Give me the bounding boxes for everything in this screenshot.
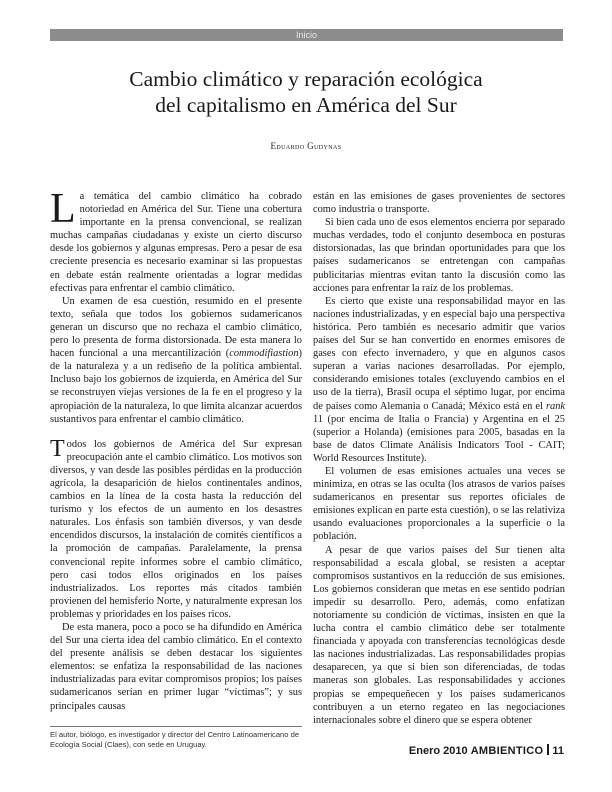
article-title-line-1: Cambio climático y reparación ecológica <box>129 67 483 91</box>
section-header-bar <box>50 29 563 41</box>
paragraph-text: odos los gobiernos de América del Sur expresan preocupación ante el cambio climático. Los motivos son diversos, y van desde las posibles pérdidas en la producción agrícola, la desaparición de hielos continentales andinos, cambios en la línea de la costa hasta la reducción del turismo y los efectos de un aumento en los desastres naturales. Los énfasis son también diversos, y van desde encendidos discursos, la instalación de comités científicos a la promoción de campañas. Paralelamente, la prensa convencional repite informes sobre el cambio climático, pero casi todos ellos originados en los países industrializados. Los reportes más citados también provienen del hemisferio Norte, y naturalmente expresan los problemas y prioridades en los países ricos. <box>50 438 302 620</box>
paragraph-text: ) de la naturaleza y a un rediseño de la política ambiental. Incluso bajo los gobiernos de izquierda, en América del Sur se reconstruyen viejas versiones de la fe en el progreso y la apropiación de la naturaleza, lo que limita alcanzar acuerdos sustantivos para enfrentar el cambio climático. <box>50 348 302 425</box>
author-footnote: El autor, biólogo, es investigador y director del Centro Latinoamericano de Ecología Social (Claes), con sede en Uruguay. <box>50 730 300 749</box>
footnote-divider <box>50 726 302 727</box>
footer-separator <box>547 744 549 755</box>
drop-cap: L <box>50 186 76 232</box>
paragraph-text: están en las emisiones de gases provenientes de sectores como industria o transporte. <box>313 191 565 216</box>
italic-term: rank <box>545 400 565 412</box>
page-footer <box>409 744 564 757</box>
paragraph <box>313 216 565 295</box>
section-label: Inicio <box>295 30 317 40</box>
paragraph-text: 11 (por encima de Italia o Francia) y Argentina en el 25 (superior a Holanda) (emisiones para 2005, basadas en la base de datos Climate Análisis Indicators Tool - CAIT; World Resources Institute). <box>313 413 565 464</box>
paragraph <box>313 295 565 465</box>
paragraph <box>50 295 302 426</box>
left-column <box>50 186 302 713</box>
paragraph-text: a temática del cambio climático ha cobrado notoriedad en América del Sur. Tiene una cobertura importante en la prensa convencional, se realizan muchas campañas ciudadanas y existe un cierto discurso desde los gobiernos y algunas empresas. Pero a pesar de esa creciente presencia es necesario examinar si las propuestas en debate están realmente orientadas a lograr medidas efectivas para enfrentar el cambio climático. <box>50 191 302 294</box>
paragraph-text: De esta manera, poco a poco se ha difundido en América del Sur una cierta idea del cambio climático. En el contexto del presente análisis se deben destacar los siguientes elementos: se enfatiza la responsabilidad de las naciones industrializadas para evitar compromisos propios; los países sudamericanos serían en primer lugar “víctimas”; y sus principales causas <box>50 622 302 712</box>
paragraph <box>313 544 565 727</box>
paragraph-text: Un examen de esa cuestión, resumido en el presente texto, señala que todos los gobiernos sudamericanos generan un discurso que no rechaza el cambio climático, pero lo presenta de forma distorsionada. De esta manera lo hacen funcional a una mercantilización ( <box>50 295 302 360</box>
paragraph <box>313 190 565 216</box>
article-author: Eduardo Gudynas <box>270 141 342 151</box>
issue-date: Enero 2010 <box>408 745 468 757</box>
paragraph <box>50 621 302 713</box>
paragraph <box>50 435 302 621</box>
paragraph-text: Es cierto que existe una responsabilidad mayor en las naciones industrializadas, y en especial bajo una perspectiva histórica. Pero también es necesario admitir que varios países del Sur se han convertido en enormes emisores de gases con efecto invernadero, y que en algunos casos superan a varias naciones desarrolladas. Por ejemplo, considerando emisiones totales (excluyendo cambios en el uso de la tierra), Brasil ocupa el séptimo lugar, por encima de países como Alemania o Canadá; México está en el <box>313 295 565 412</box>
article-title-line-2: del capitalismo en América del Sur <box>155 93 457 117</box>
page-number: 11 <box>552 745 564 757</box>
magazine-name: AMBIENTICO <box>470 745 544 757</box>
right-column <box>313 190 565 727</box>
paragraph <box>50 186 302 295</box>
paragraph-text: El volumen de esas emisiones actuales una veces se minimiza, en otras se las oculta (los atrasos de varios países sudamericanos en presentar sus reportes oficiales de emisiones explican en parte esta cuestión), o se las relativiza usando evaluaciones proporcionales a la superficie o la población. <box>313 465 565 543</box>
paragraph-text: Si bien cada uno de esos elementos encierra por separado muchas verdades, todo el conjunto desemboca en posturas distorsionadas, las que brindan oportunidades para que los países sudamericanos se entretengan con campañas publicitarias mientras evitan tanto la discusión como las acciones para enfrentar la raíz de los problemas. <box>313 217 565 294</box>
drop-cap: T <box>50 435 65 462</box>
article-title <box>60 66 552 118</box>
paragraph-text: A pesar de que varios países del Sur tienen alta responsabilidad a escala global, se resisten a aceptar compromisos sustantivos en la reducción de sus emisiones. Los gobiernos consideran que metas en ese sentido podrían impedir su desarrollo. Pero, además, como enfatizan notoriamente su condición de víctimas, insisten en que la lucha contra el cambio climático debe ser totalmente financiada y apoyada con transferencias tecnológicas desde las naciones industrializadas. Las responsabilidades propias desaparecen, ya que si bien son diferenciadas, de todas maneras son globales. Las responsabilidades y acciones propias se empequeñecen y los países sudamericanos contribuyen a un eterno regateo en las negociaciones internacionales sobre el dinero que se espera obtener <box>313 544 565 726</box>
paragraph <box>313 465 565 544</box>
italic-term: commodifiastion <box>229 348 299 360</box>
